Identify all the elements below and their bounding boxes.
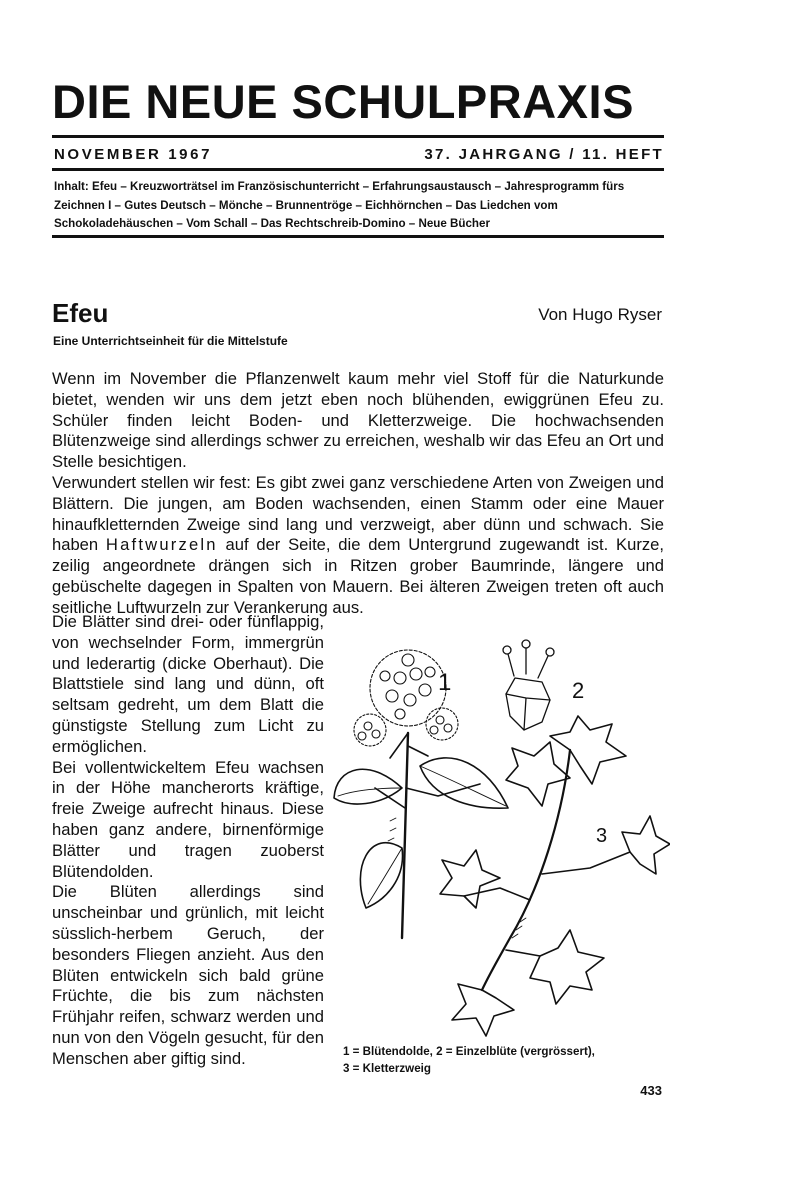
issue-date: NOVEMBER 1967 <box>54 146 213 163</box>
toc-items: Efeu – Kreuzworträtsel im Französischunterricht – Erfahrungsaustausch – Jahresprogramm fürs Zeichnen I – Gutes Deutsch – Mönche – Brunnentröge – Eichhörnchen – Das Liedchen vom Schokoladehäuschen – Vom Schall – Das Rechtschreib-Domino – Neue Bücher <box>54 180 625 230</box>
paragraph-branches-c: auf der Seite, die dem Untergrund zugewandt ist. Kurze, zeilig angeordnete drängen sich in Ritzen grober Baumrinde, längere und gebüschelte dagegen in Spalten von Mauern. Bei älteren Zweigen treten oft auch seitliche Luftwurzeln zur Verankerung aus. <box>52 535 664 617</box>
lobed-leaf-right-icon <box>622 816 670 874</box>
top-rule <box>52 135 664 138</box>
paragraph-intro: Wenn im November die Pflanzenwelt kaum mehr viel Stoff für die Naturkunde bietet, wenden wir uns dem jetzt eben noch blühenden, ewiggrünen Efeu zu. Schüler finden leicht Boden- und Kletterzweige. Die hochwachsenden Blütenzweige sind allerdings schwer zu erreichen, weshalb wir das Efeu an Ort und Stelle besichtigen. <box>52 369 664 472</box>
article-title: Efeu <box>52 298 109 328</box>
flowering-stem-icon <box>402 733 408 938</box>
flower-umbel-side-icon <box>426 708 458 740</box>
lobed-leaf-left-icon <box>440 850 500 908</box>
page-number: 433 <box>640 1083 662 1098</box>
ovate-leaf-lower-icon <box>360 843 402 908</box>
figure-label-1: 1 <box>438 669 452 696</box>
toc-rule <box>52 235 664 238</box>
caption-line-2: 3 = Kletterzweig <box>343 1062 431 1075</box>
flower-umbel-small-icon <box>354 714 386 746</box>
single-flower-icon <box>503 640 554 730</box>
paragraph-leaves: Die Blätter sind drei- oder fünflappig, von wechselnder Form, immergrün und lederartig (dicke Oberhaut). Die Blattstiele sind lang und dünn, oft seltsam gedreht, um dem Blatt die günstigste Stellung zum Licht zu ermöglichen. <box>52 612 324 756</box>
lobed-leaf-lower-left-icon <box>452 984 514 1036</box>
figure-caption <box>343 1043 673 1077</box>
paragraph-flowers: Die Blüten allerdings sind unscheinbar und grünlich, mit leicht süsslich-herbem Geruch, der besonders Fliegen anzieht. Aus den Blüten entwickeln sich bald grüne Früchte, die bis zum nächsten Frühjahr reifen, schwarz werden und nun von den Vögeln gesucht, für den Menschen aber giftig sind. <box>52 882 324 1068</box>
figure-label-3: 3 <box>596 825 608 847</box>
paragraph-free-branches: Bei vollentwickeltem Efeu wachsen in der Höhe mancherorts kräftige, freie Zweige aufrecht hinaus. Diese haben ganz andere, birnenförmige Blätter und tragen zuoberst Blütendolden. <box>52 757 324 881</box>
figure-label-2: 2 <box>572 678 585 703</box>
flower-umbel-icon <box>370 650 446 726</box>
paragraph-branches-a: Verwundert stellen wir fest: Es gibt zwei ganz verschiedene Arten von Zweigen und Blättern. Die jungen, am Boden wachsenden, einen Stamm oder eine Mauer hinaufkletternden Zweige sind lang und verzweigt, aber dünn und schwach. Sie haben <box>52 472 664 555</box>
masthead-title: DIE NEUE SCHULPRAXIS <box>52 75 634 128</box>
article-subtitle: Eine Unterrichtseinheit für die Mittelstufe <box>53 334 288 348</box>
issue-volume: 37. JAHRGANG / 11. HEFT <box>424 146 664 163</box>
lobed-leaf-icon <box>550 716 626 784</box>
lobed-leaf-bottom-icon <box>530 930 604 1004</box>
article-byline: Von Hugo Ryser <box>538 305 662 324</box>
ivy-illustration <box>330 638 670 1038</box>
term-haftwurzeln: Haftwurzeln <box>105 535 218 555</box>
article-body-full-width <box>52 369 664 619</box>
lobed-leaf-top-icon <box>506 742 570 806</box>
toc-label: Inhalt: <box>54 180 89 193</box>
table-of-contents <box>54 178 666 234</box>
article-body-column <box>52 612 324 1070</box>
paragraph-branches <box>52 473 664 619</box>
issue-rule <box>52 168 664 171</box>
caption-line-1: 1 = Blütendolde, 2 = Einzelblüte (vergrössert), <box>343 1045 595 1058</box>
